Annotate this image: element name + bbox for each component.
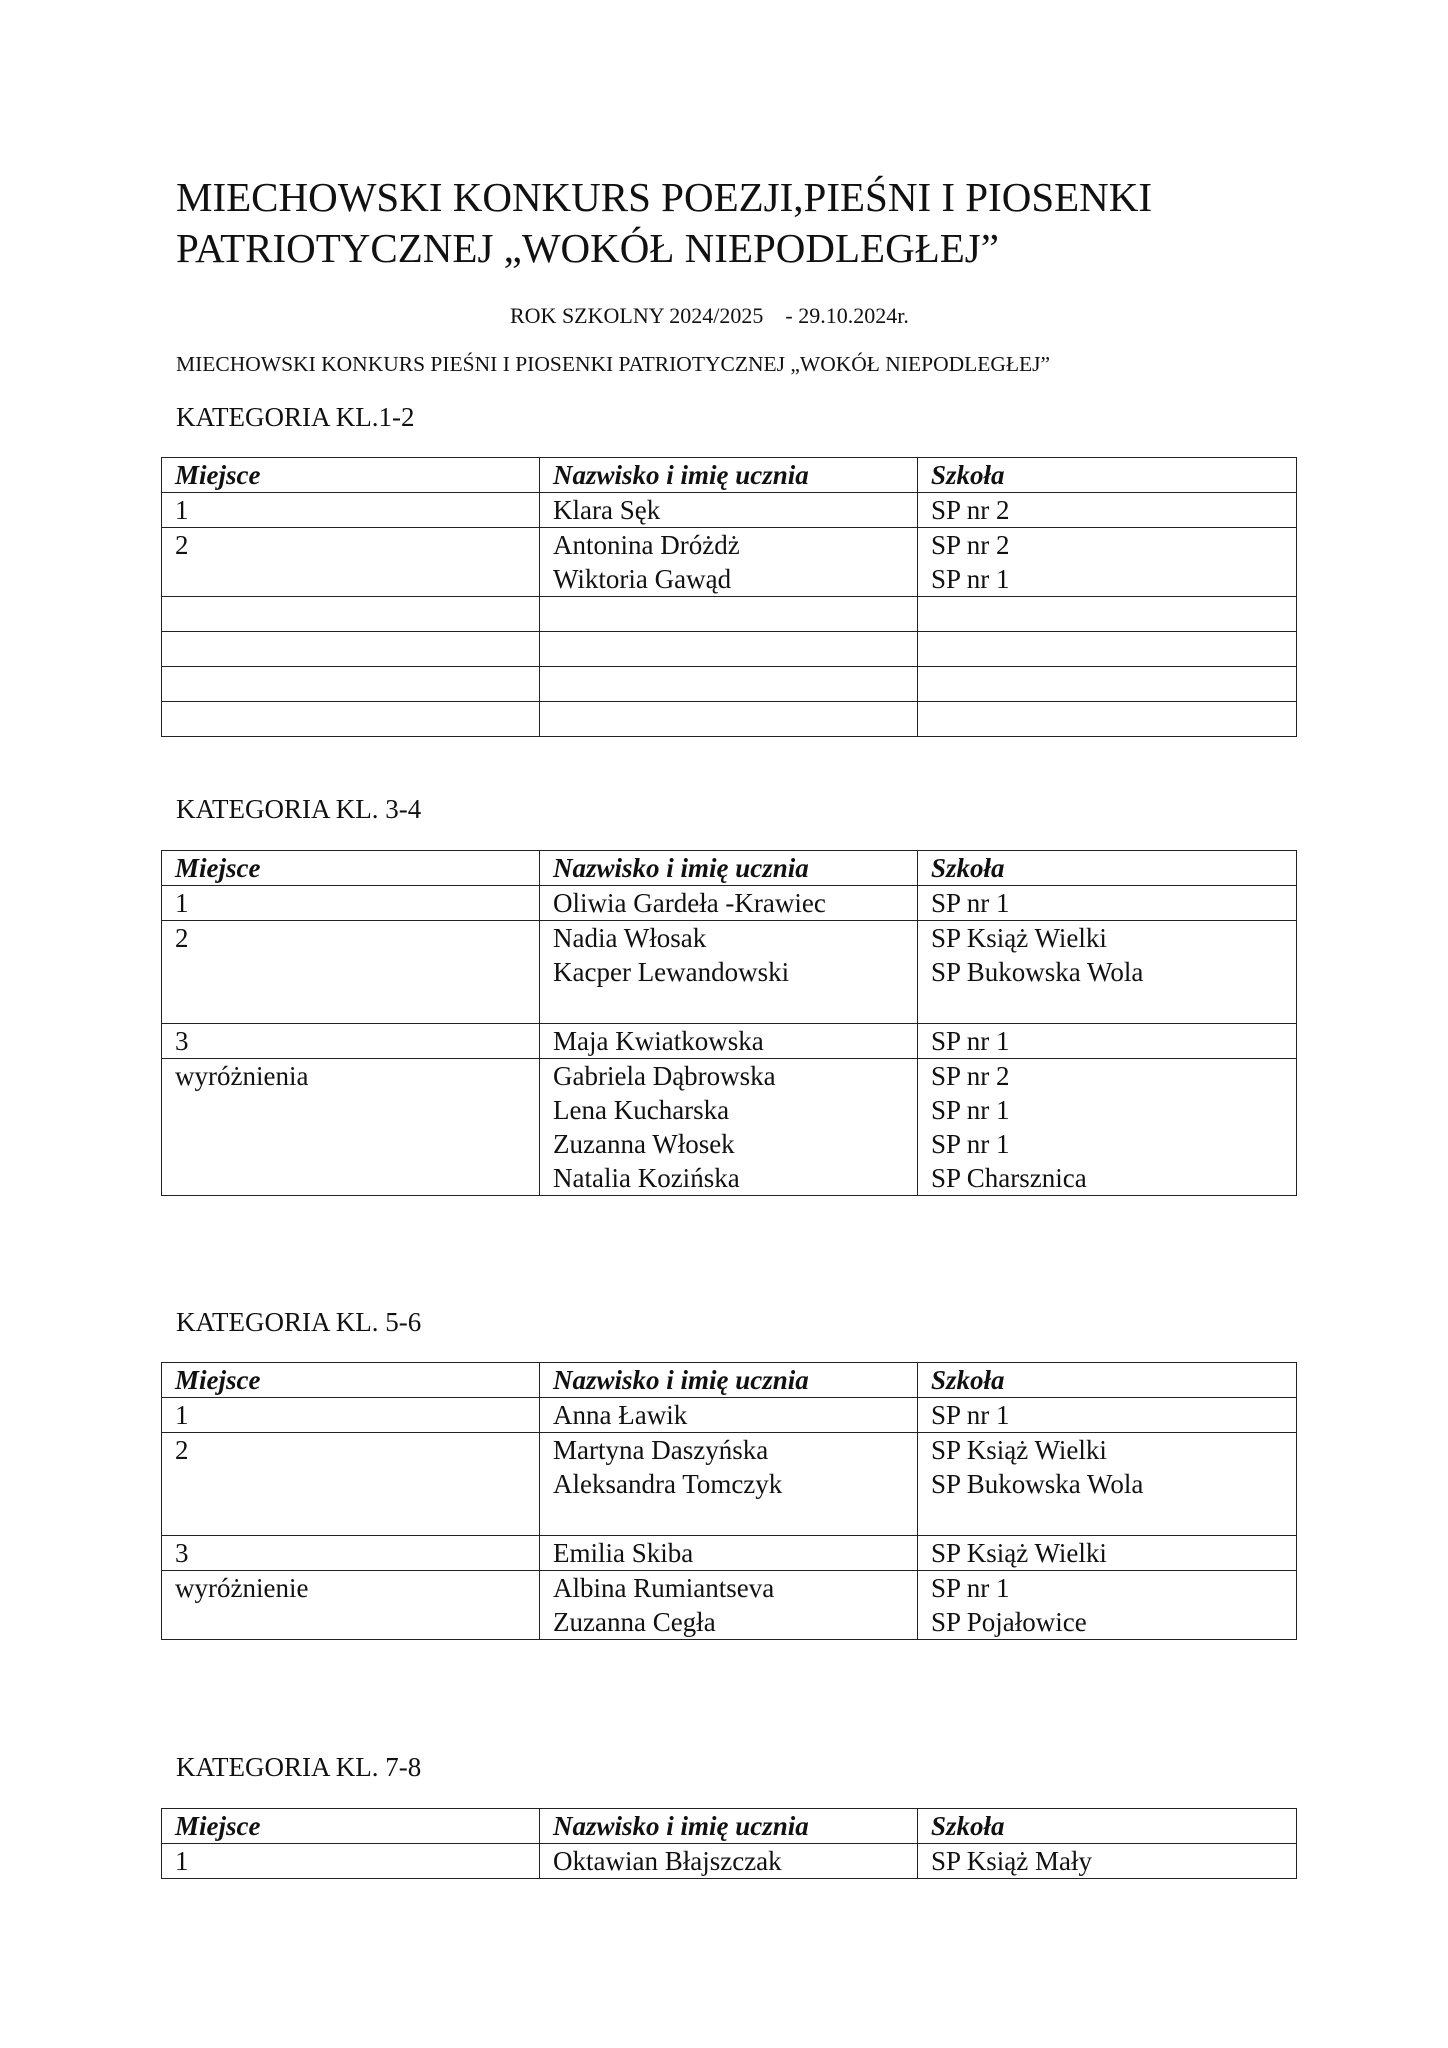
school-name: SP Książ Wielki [931,1538,1107,1568]
table-row [162,886,1297,921]
document-subtitle: MIECHOWSKI KONKURS PIEŚNI I PIOSENKI PATRIOTYCZNEJ „WOKÓŁ NIEPODLEGŁEJ” [176,352,1051,376]
column-header-school: Szkoła [918,1363,1297,1398]
school-cell [918,1571,1297,1640]
school-name: SP nr 1 [931,1026,1010,1056]
place-cell: 3 [162,1024,540,1059]
student-name: Anna Ławik [553,1400,688,1430]
student-name: Zuzanna Włosek [553,1129,735,1159]
table-row [162,1398,1297,1433]
school-name: SP Bukowska Wola [931,957,1144,987]
empty-row [162,597,1297,632]
school-name: SP Książ Mały [931,1846,1092,1876]
category-heading-7-8: KATEGORIA KL. 7-8 [176,1752,422,1782]
school-name: SP nr 2 [931,495,1010,525]
empty-cell [162,667,540,702]
empty-cell [918,702,1297,737]
results-table-3-4 [161,850,1297,1196]
school-name: SP Pojałowice [931,1607,1087,1637]
student-name: Emilia Skiba [553,1538,694,1568]
name-cell [540,493,918,528]
student-name: Klara Sęk [553,495,661,525]
school-year-date: ROK SZKOLNY 2024/2025 - 29.10.2024r. [510,303,909,328]
student-name: Wiktoria Gawąd [553,564,732,594]
student-name: Maja Kwiatkowska [553,1026,764,1056]
place-cell: wyróżnienie [162,1571,540,1640]
empty-cell [918,632,1297,667]
column-header-place: Miejsce [162,1809,540,1844]
empty-cell [162,632,540,667]
school-name: SP Bukowska Wola [931,1469,1144,1499]
table-row [162,1433,1297,1536]
column-header-name: Nazwisko i imię ucznia [540,1363,918,1398]
category-heading-5-6: KATEGORIA KL. 5-6 [176,1307,422,1337]
student-name: Zuzanna Cegła [553,1607,716,1637]
school-cell [918,493,1297,528]
student-name: Antonina Dróżdż [553,530,740,560]
place-cell: 1 [162,1844,540,1879]
school-name: SP nr 1 [931,1129,1010,1159]
student-name: Gabriela Dąbrowska [553,1061,776,1091]
student-name: Albina Rumiantseva [553,1573,775,1603]
name-cell [540,1571,918,1640]
school-cell [918,1433,1297,1536]
student-name: Oktawian Błajszczak [553,1846,782,1876]
student-name: Natalia Kozińska [553,1163,740,1193]
category-heading-1-2: KATEGORIA KL.1-2 [176,402,415,432]
school-cell [918,1398,1297,1433]
name-cell [540,1398,918,1433]
school-name: SP Charsznica [931,1163,1087,1193]
empty-row [162,702,1297,737]
title-line-1: MIECHOWSKI KONKURS POEZJI,PIEŚNI I PIOSENKI [176,174,1153,220]
student-name: Martyna Daszyńska [553,1435,769,1465]
school-name: SP nr 1 [931,1400,1010,1430]
table-header-row [162,1363,1297,1398]
place-cell: 3 [162,1536,540,1571]
table-row [162,1024,1297,1059]
empty-cell [540,632,918,667]
column-header-place: Miejsce [162,458,540,493]
school-cell [918,1059,1297,1196]
empty-cell [918,667,1297,702]
place-cell: 1 [162,493,540,528]
empty-row [162,632,1297,667]
school-name: SP Książ Wielki [931,923,1107,953]
place-cell: 2 [162,1433,540,1536]
column-header-name: Nazwisko i imię ucznia [540,1809,918,1844]
column-header-school: Szkoła [918,458,1297,493]
empty-cell [540,597,918,632]
school-name: SP nr 1 [931,1095,1010,1125]
table-row [162,1536,1297,1571]
column-header-name: Nazwisko i imię ucznia [540,851,918,886]
school-cell [918,1844,1297,1879]
school-cell [918,921,1297,1024]
school-name: SP nr 1 [931,564,1010,594]
table-row [162,1059,1297,1196]
place-cell: 2 [162,921,540,1024]
student-name: Oliwia Gardeła -Krawiec [553,888,826,918]
student-name: Lena Kucharska [553,1095,730,1125]
name-cell [540,921,918,1024]
school-name: SP nr 2 [931,1061,1010,1091]
empty-cell [540,667,918,702]
results-table-1-2 [161,457,1297,737]
school-cell [918,1024,1297,1059]
table-header-row [162,458,1297,493]
table-row [162,1844,1297,1879]
column-header-place: Miejsce [162,1363,540,1398]
empty-cell [162,702,540,737]
name-cell [540,1059,918,1196]
school-cell [918,528,1297,597]
table-header-row [162,851,1297,886]
empty-cell [540,702,918,737]
name-cell [540,886,918,921]
results-table-7-8 [161,1808,1297,1879]
table-row [162,1571,1297,1640]
school-cell [918,886,1297,921]
name-cell [540,1536,918,1571]
school-name: SP Książ Wielki [931,1435,1107,1465]
empty-cell [162,597,540,632]
student-name: Aleksandra Tomczyk [553,1469,783,1499]
school-name: SP nr 2 [931,530,1010,560]
column-header-place: Miejsce [162,851,540,886]
name-cell [540,1433,918,1536]
table-row [162,921,1297,1024]
student-name: Nadia Włosak [553,923,707,953]
document-title [176,172,1326,274]
place-cell: 1 [162,886,540,921]
school-cell [918,1536,1297,1571]
column-header-school: Szkoła [918,1809,1297,1844]
table-row [162,528,1297,597]
empty-row [162,667,1297,702]
column-header-name: Nazwisko i imię ucznia [540,458,918,493]
column-header-school: Szkoła [918,851,1297,886]
results-table-5-6 [161,1362,1297,1640]
name-cell [540,1844,918,1879]
school-name: SP nr 1 [931,1573,1010,1603]
name-cell [540,528,918,597]
student-name: Kacper Lewandowski [553,957,790,987]
place-cell: 2 [162,528,540,597]
title-line-2: PATRIOTYCZNEJ „WOKÓŁ NIEPODLEGŁEJ” [176,225,999,271]
place-cell: wyróżnienia [162,1059,540,1196]
empty-cell [918,597,1297,632]
name-cell [540,1024,918,1059]
place-cell: 1 [162,1398,540,1433]
category-heading-3-4: KATEGORIA KL. 3-4 [176,794,422,824]
table-header-row [162,1809,1297,1844]
school-name: SP nr 1 [931,888,1010,918]
table-row [162,493,1297,528]
